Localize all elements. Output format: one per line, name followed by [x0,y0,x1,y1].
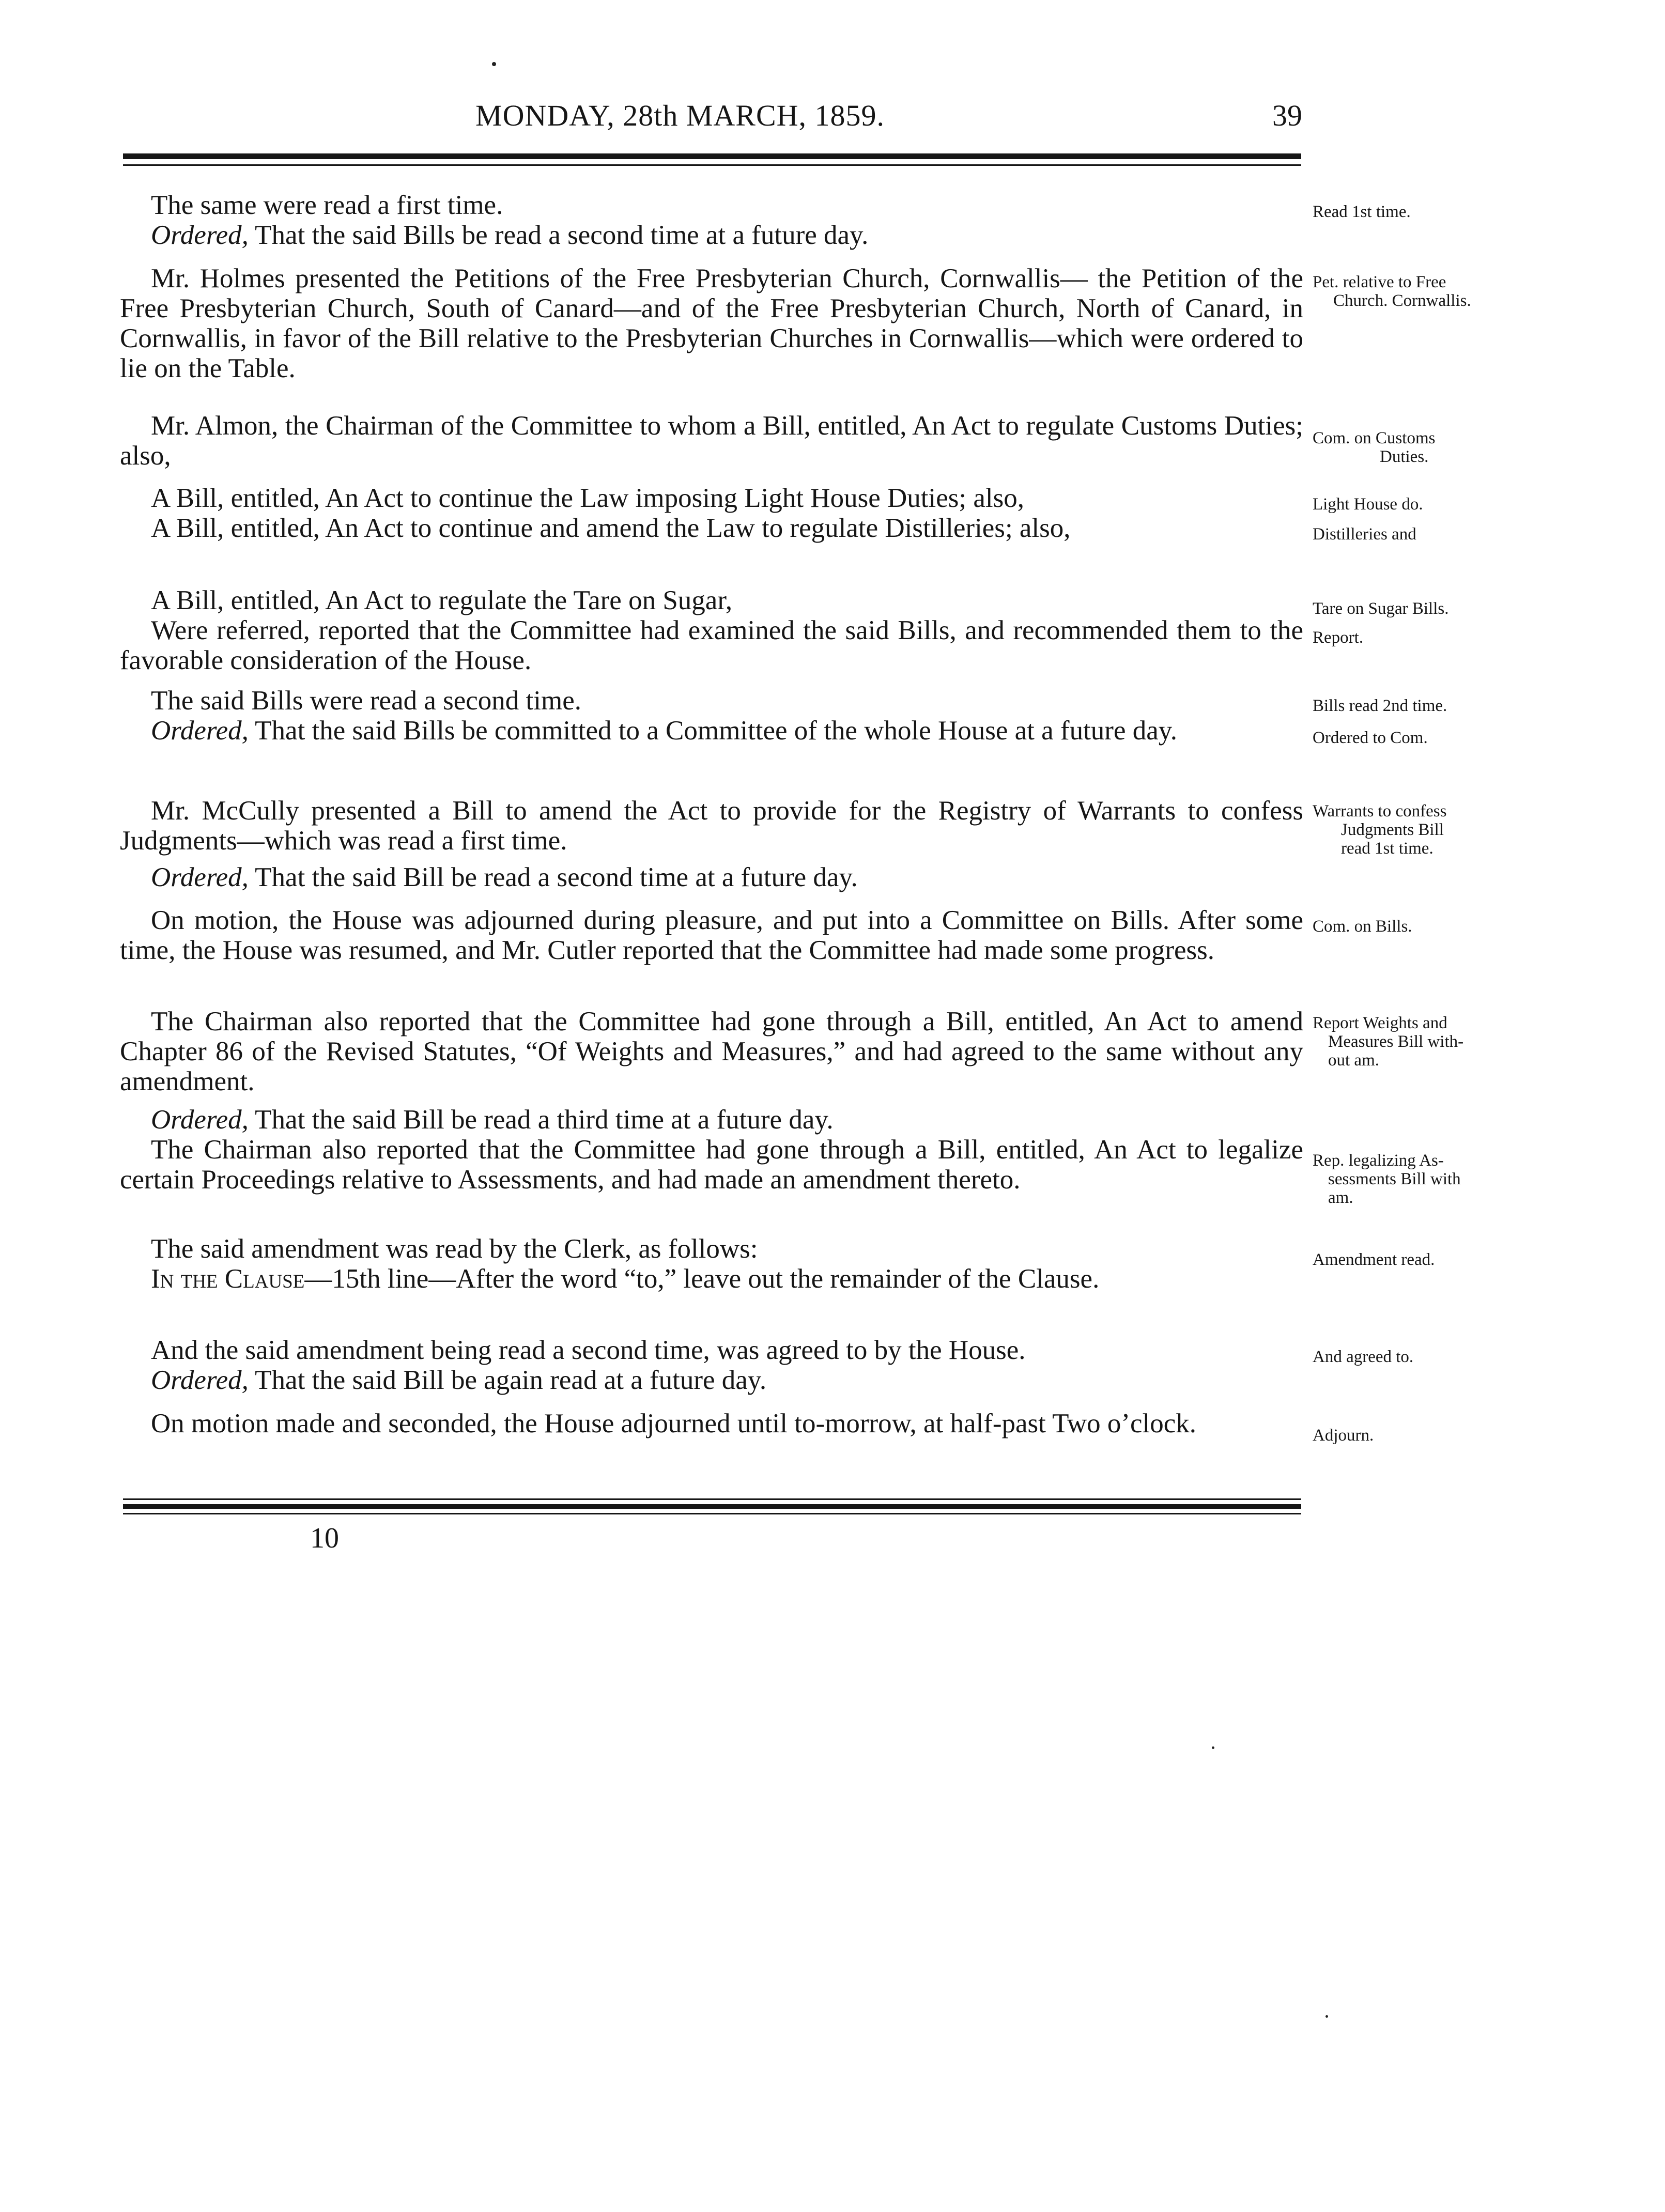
margin-note [1313,203,1530,221]
print-speck [1212,1746,1214,1749]
paragraph-text: That the said Bills be committed to a Committee of the whole House at a future day. [248,716,1178,746]
paragraph [120,190,1303,220]
margin-note [1313,697,1530,715]
clause-heading: In the Clause [151,1264,305,1294]
paragraph-text: A Bill, entitled, An Act to continue the Law imposing Light House Duties; also, [151,483,1024,513]
margin-note-line: Ordered to Com. [1313,729,1428,747]
ordered-paragraph [120,220,1303,250]
paragraph [120,1264,1303,1294]
margin-note-line: Warrants to confess [1313,802,1447,821]
paragraph-text: Mr. Holmes presented the Petitions of the Free Presbyterian Church, Cornwallis— the Petition of the Free Presbyterian Church, South of Canard—and of the Free Presbyterian Church, North of Canard, in Cornwallis, in favor of the Bill relative to the Presbyterian Churches in Cornwallis—which were ordered to lie on the Table. [120,264,1303,383]
margin-note [1313,525,1530,544]
running-head [155,98,1302,140]
paragraph [120,483,1303,513]
page-title: MONDAY, 28th MARCH, 1859. [475,99,885,132]
margin-note [1313,628,1530,647]
paragraph [120,1007,1303,1096]
ordered-paragraph [120,1365,1303,1395]
margin-note-line: Tare on Sugar Bills. [1313,599,1449,618]
margin-note-line: read 1st time. [1341,839,1433,858]
print-speck [492,62,496,66]
margin-note-line: Distilleries and [1313,525,1416,544]
paragraph-text: The same were read a first time. [151,190,503,220]
ordered-word: Ordered, [151,862,249,892]
paragraph [120,905,1303,965]
paragraph-text: The said Bills were read a second time. [151,686,581,716]
margin-note [1313,1426,1530,1445]
paragraph [120,1335,1303,1365]
paragraph [120,716,1303,746]
page-number: 39 [1272,99,1302,132]
paragraph [120,1135,1303,1195]
paragraph-text: Mr. McCully presented a Bill to amend the Act to provide for the Registry of Warrants to confess Judgments—which was read a first time. [120,796,1303,856]
margin-note-line: Church. Cornwallis. [1333,291,1471,310]
paragraph-text: That the said Bill be read a second time at a future day. [248,862,858,892]
margin-note-line: sessments Bill with [1328,1170,1461,1188]
paragraph-text: A Bill, entitled, An Act to regulate the Tare on Sugar, [151,585,733,615]
paragraph-text: Mr. Almon, the Chairman of the Committee to whom a Bill, entitled, An Act to regulate Customs Duties; also, [120,411,1303,471]
margin-note-line: Amendment read. [1313,1250,1435,1269]
paragraph [120,264,1303,383]
signature-mark: 10 [310,1522,339,1554]
paragraph-text: The Chairman also reported that the Committee had gone through a Bill, entitled, An Act to amend Chapter 86 of the Revised Statutes, “Of Weights and Measures,” and had agreed to the same without any amendment. [120,1007,1303,1096]
paragraph-text: The said amendment was read by the Clerk, as follows: [151,1234,758,1264]
margin-note-line: Measures Bill with- [1328,1032,1464,1051]
margin-note [1313,1250,1530,1269]
margin-note-line: And agreed to. [1313,1348,1414,1366]
paragraph-text: A Bill, entitled, An Act to continue and amend the Law to regulate Distilleries; also, [151,513,1071,543]
margin-note [1313,599,1530,618]
paragraph [120,585,1303,615]
margin-note-line: Pet. relative to Free [1313,273,1446,291]
margin-note [1313,729,1530,747]
paragraph [120,796,1303,856]
ordered-word: Ordered, [151,1105,249,1135]
paragraph-text: The Chairman also reported that the Committee had gone through a Bill, entitled, An Act to legalize certain Proceedings relative to Assessments, and had made an amendment thereto. [120,1135,1303,1195]
paragraph-text: That the said Bills be read a second time at a future day. [248,220,869,250]
ordered-paragraph [120,716,1303,746]
header-rule [123,153,1301,159]
paragraph-text: —15th line—After the word “to,” leave out the remainder of the Clause. [304,1264,1100,1294]
paragraph [120,686,1303,716]
footer-rule [123,1498,1301,1500]
margin-note [1313,495,1530,514]
ordered-word: Ordered, [151,716,249,746]
footer-rule [123,1504,1301,1509]
paragraph [120,1365,1303,1395]
paragraph-text: Were referred, reported that the Committee had examined the said Bills, and recommended them to the favorable consideration of the House. [120,615,1303,675]
margin-note [1313,273,1530,310]
ordered-paragraph [120,1105,1303,1135]
margin-note-line: Duties. [1380,447,1429,466]
margin-note [1313,1014,1530,1070]
margin-note-line: am. [1328,1188,1353,1207]
margin-note-line: Com. on Customs [1313,429,1436,447]
margin-note-line: out am. [1328,1051,1379,1070]
paragraph [120,1409,1303,1438]
margin-note-line: Com. on Bills. [1313,917,1412,936]
margin-note [1313,1348,1530,1366]
paragraph-text: On motion made and seconded, the House adjourned until to-morrow, at half-past Two o’clock. [151,1409,1197,1438]
paragraph [120,862,1303,892]
paragraph [120,615,1303,675]
margin-note [1313,429,1530,466]
header-rule [123,164,1301,166]
paragraph [120,513,1303,543]
paragraph-text [120,1264,1303,1294]
paragraph-text: And the said amendment being read a second time, was agreed to by the House. [151,1335,1026,1365]
paragraph-text: That the said Bill be read a third time at a future day. [248,1105,834,1135]
footer-rule [123,1513,1301,1514]
ordered-word: Ordered, [151,1365,249,1395]
paragraph-text: On motion, the House was adjourned during pleasure, and put into a Committee on Bills. After some time, the House was resumed, and Mr. Cutler reported that the Committee had made some progress. [120,905,1303,965]
paragraph [120,1105,1303,1135]
margin-note-line: Judgments Bill [1341,821,1444,839]
margin-note [1313,917,1530,936]
ordered-word: Ordered, [151,220,249,250]
margin-note-line: Report Weights and [1313,1014,1447,1032]
margin-note-line: Adjourn. [1313,1426,1374,1445]
margin-note-line: Read 1st time. [1313,203,1411,221]
margin-note-line: Bills read 2nd time. [1313,697,1447,715]
print-speck [1325,2015,1328,2018]
margin-note-line: Rep. legalizing As- [1313,1151,1444,1170]
margin-note [1313,1151,1530,1207]
paragraph [120,1234,1303,1264]
paragraph [120,411,1303,471]
paragraph-text: That the said Bill be again read at a future day. [248,1365,767,1395]
ordered-paragraph [120,862,1303,892]
margin-note-line: Light House do. [1313,495,1423,514]
margin-note-line: Report. [1313,628,1364,647]
paragraph [120,220,1303,250]
margin-note [1313,802,1530,858]
